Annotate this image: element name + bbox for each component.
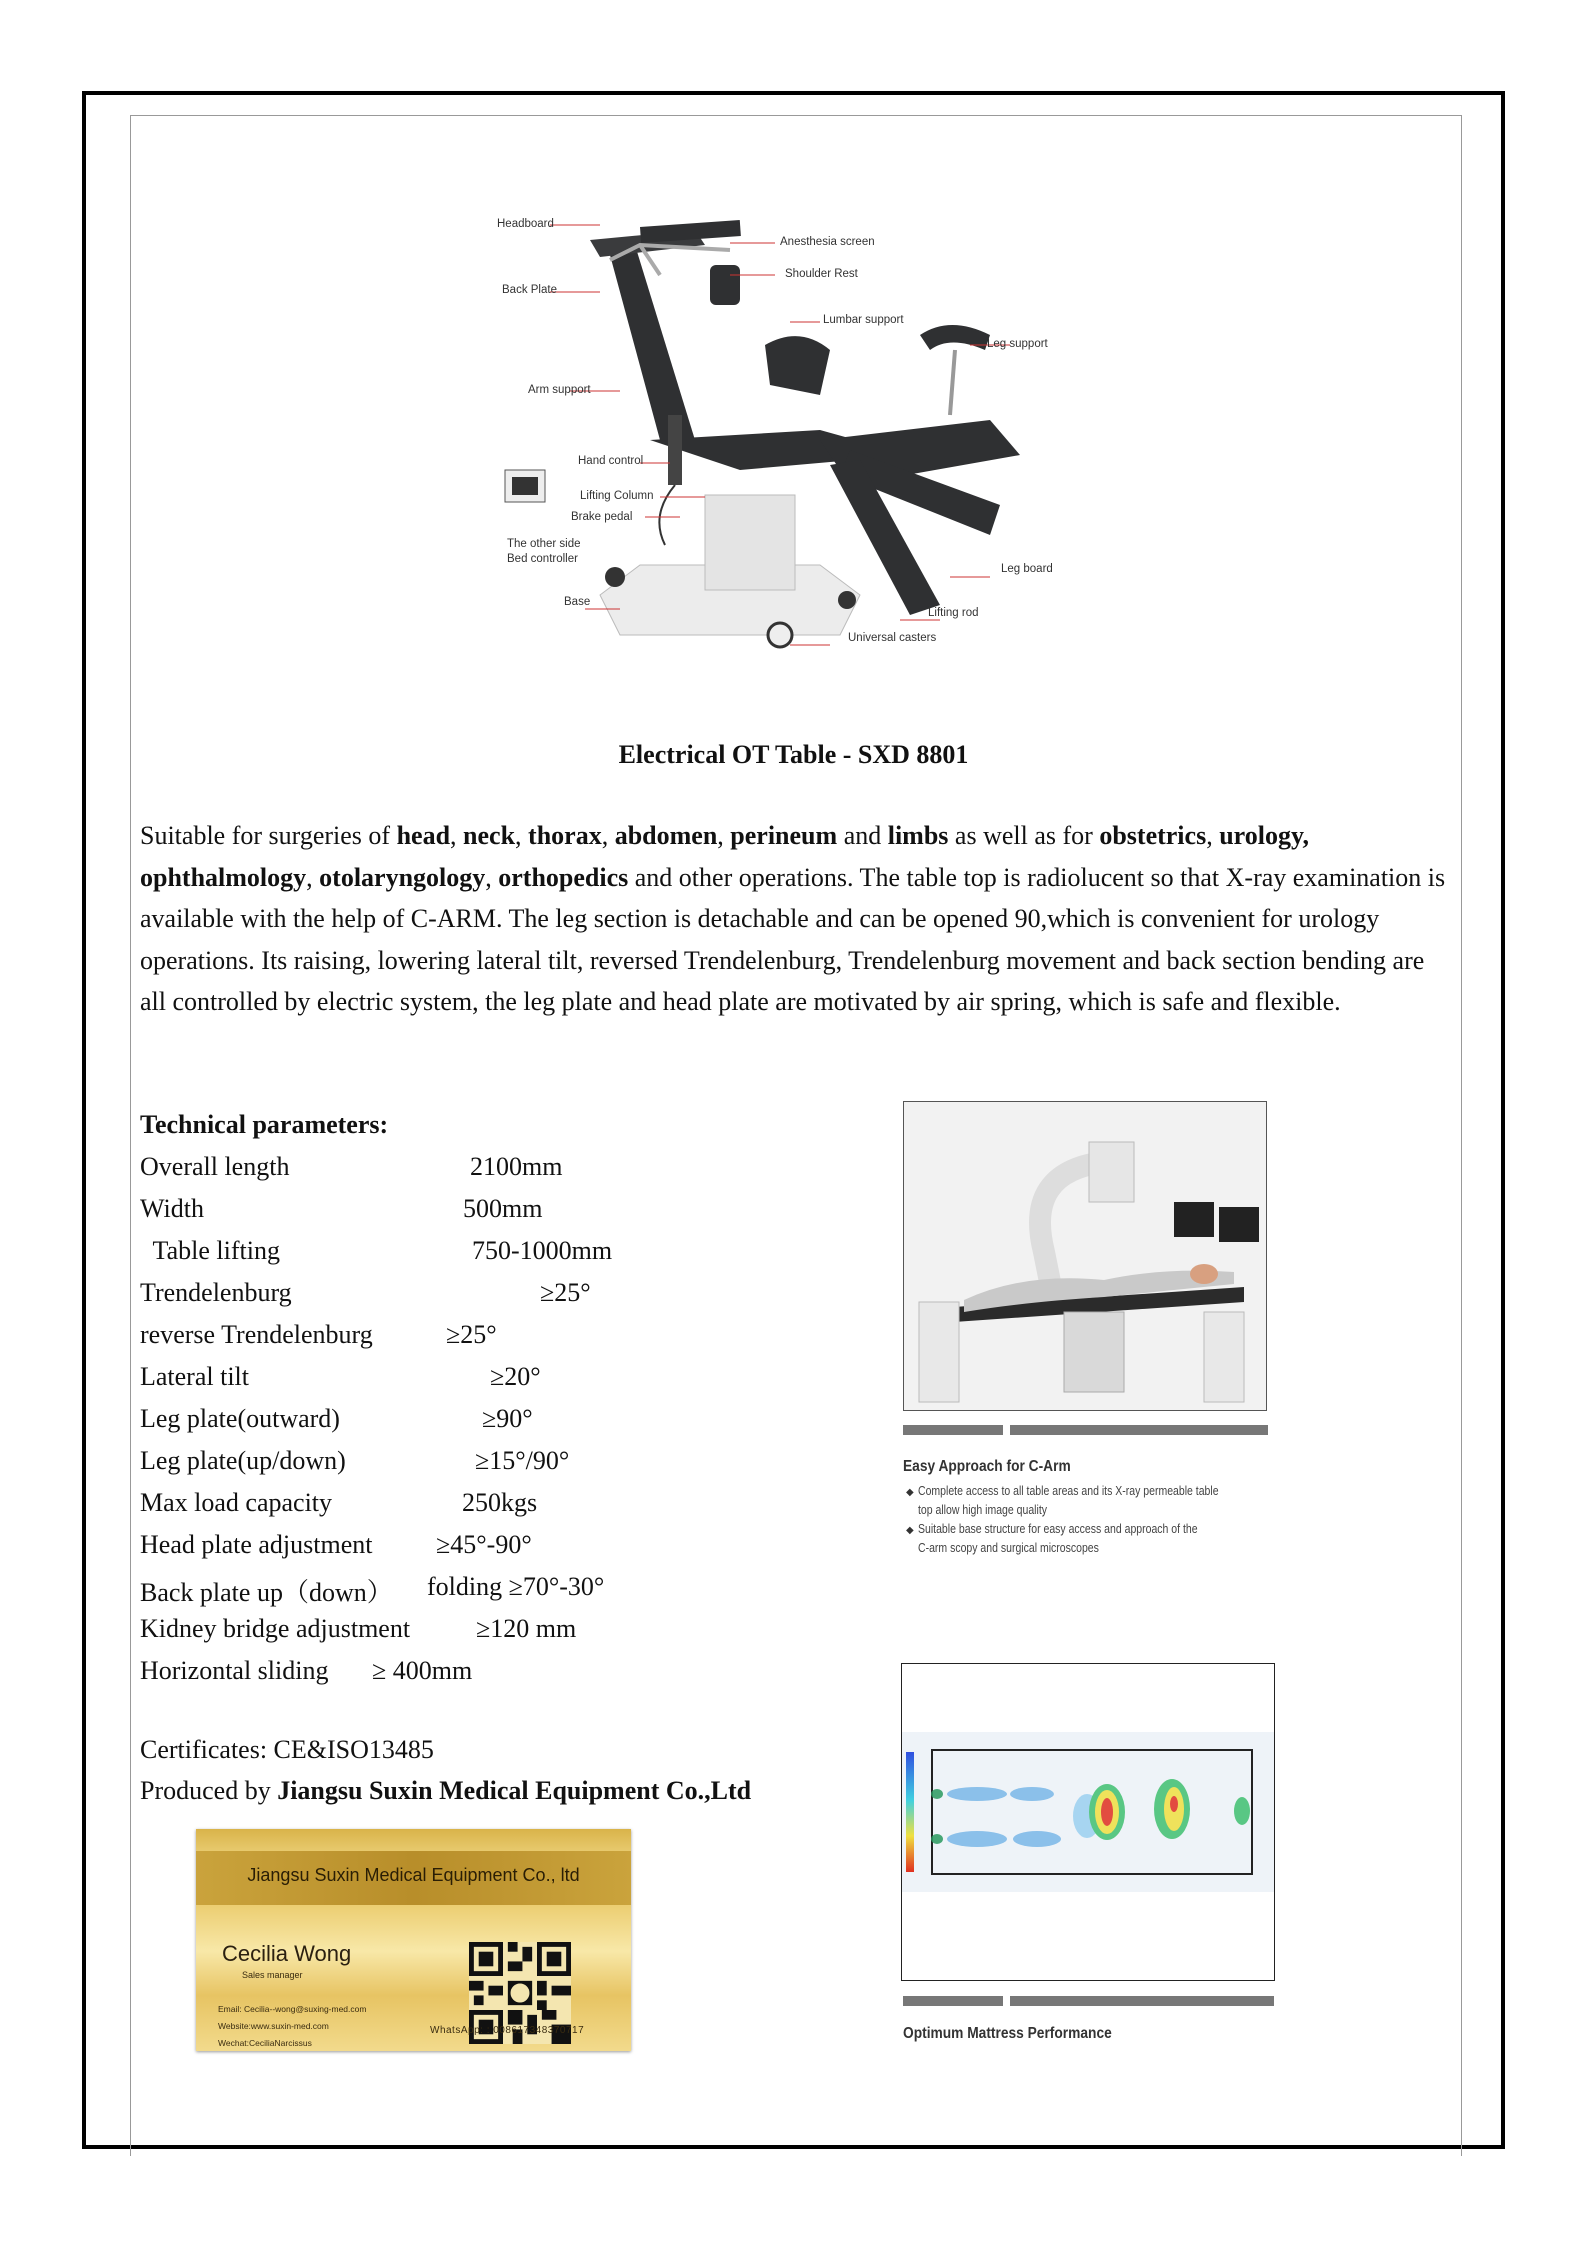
param-row bbox=[140, 1530, 532, 1570]
pressure-heatmap bbox=[902, 1664, 1275, 1981]
product-description: Suitable for surgeries of head, neck, thorax, abdomen, perineum and limbs as well as for obstetrics, urology, ophthalmology, otolaryngology, orthopedics and other operations. The table top is radiolucent so that X-ray examination is available with the help of C-ARM. The leg section is detachable and can be opened 90,which is convenient for urology operations. Its raising, lowering lateral tilt, reversed Trendelenburg, Trendelenburg movement and back section bending are all controlled by electric system, the leg plate and head plate are motivated by air spring, which is safe and flexible. bbox=[140, 821, 1446, 1016]
card-company: Jiangsu Suxin Medical Equipment Co., ltd bbox=[247, 1865, 580, 1885]
param-label: Back plate up（down） bbox=[140, 1578, 393, 1607]
param-row bbox=[140, 1656, 473, 1696]
technical-heading: Technical parameters: bbox=[140, 1110, 389, 1139]
param-row bbox=[140, 1152, 563, 1192]
caption-divider bbox=[903, 1425, 1003, 1435]
param-value: ≥90° bbox=[482, 1404, 533, 1433]
bullet-icon: ◆ bbox=[906, 1487, 914, 1498]
param-label: Table lifting bbox=[140, 1236, 280, 1265]
mattress-caption: Optimum Mattress Performance bbox=[903, 2025, 1112, 2042]
caption-divider bbox=[903, 1996, 1003, 2006]
param-value: ≥25° bbox=[540, 1278, 591, 1307]
param-value: 2100mm bbox=[470, 1152, 563, 1181]
label-universal-casters: Universal casters bbox=[848, 632, 937, 644]
param-label: Overall length bbox=[140, 1152, 290, 1181]
label-shoulder-rest: Shoulder Rest bbox=[785, 268, 858, 280]
param-value: 750-1000mm bbox=[472, 1236, 613, 1265]
label-bed-controller: Bed controller bbox=[507, 553, 578, 565]
bullet-icon: ◆ bbox=[906, 1525, 914, 1536]
caption-divider bbox=[1010, 1996, 1274, 2006]
param-row bbox=[140, 1236, 613, 1276]
param-row bbox=[140, 1362, 541, 1402]
label-anesthesia-screen: Anesthesia screen bbox=[780, 236, 875, 248]
param-label: Kidney bridge adjustment bbox=[140, 1614, 411, 1643]
param-label: Max load capacity bbox=[140, 1488, 333, 1517]
param-row bbox=[140, 1194, 543, 1234]
param-value: ≥20° bbox=[490, 1362, 541, 1391]
caption-divider bbox=[1010, 1425, 1268, 1435]
param-row bbox=[140, 1278, 591, 1318]
param-value: ≥15°/90° bbox=[475, 1446, 570, 1475]
param-label: Lateral tilt bbox=[140, 1362, 250, 1391]
param-value: ≥25° bbox=[446, 1320, 497, 1349]
param-label: Horizontal sliding bbox=[140, 1656, 329, 1685]
label-lifting-column: Lifting Column bbox=[580, 490, 654, 502]
param-value: ≥ 400mm bbox=[372, 1656, 473, 1685]
label-lifting-rod: Lifting rod bbox=[928, 607, 979, 619]
card-whatsapp: WhatsApp: : 008617348370717 bbox=[430, 2025, 585, 2036]
param-value: 250kgs bbox=[462, 1488, 538, 1517]
param-row bbox=[140, 1320, 497, 1360]
param-label: reverse Trendelenburg bbox=[140, 1320, 373, 1349]
card-role: Sales manager bbox=[242, 1970, 303, 1980]
param-row bbox=[140, 1404, 533, 1444]
carm-bullet-1: Complete access to all table areas and its X-ray permeable table top allow high image quality bbox=[918, 1484, 1219, 1517]
param-label: Head plate adjustment bbox=[140, 1530, 373, 1559]
product-title: Electrical OT Table - SXD 8801 bbox=[618, 740, 969, 769]
card-wechat: Wechat:CeciliaNarcissus bbox=[218, 2038, 312, 2048]
card-name: Cecilia Wong bbox=[222, 1941, 352, 1966]
label-headboard: Headboard bbox=[497, 218, 554, 230]
label-arm-support: Arm support bbox=[528, 384, 591, 396]
certificates: Certificates: CE&ISO13485 bbox=[140, 1735, 434, 1764]
label-leg-board: Leg board bbox=[1001, 563, 1053, 575]
carm-bullet-2: Suitable base structure for easy access and approach of the C-arm scopy and surgical microscopes bbox=[918, 1522, 1198, 1555]
c-arm-photo bbox=[903, 1101, 1267, 1411]
param-value: ≥45°-90° bbox=[436, 1530, 532, 1559]
label-leg-support: Leg support bbox=[987, 338, 1048, 350]
param-value: 500mm bbox=[463, 1194, 543, 1223]
param-row bbox=[140, 1572, 605, 1612]
param-row bbox=[140, 1614, 577, 1654]
label-base: Base bbox=[564, 596, 591, 608]
business-card bbox=[196, 1829, 631, 2051]
carm-heading: Easy Approach for C-Arm bbox=[903, 1458, 1071, 1475]
param-row bbox=[140, 1488, 538, 1528]
param-value: ≥120 mm bbox=[476, 1614, 577, 1643]
param-label: Width bbox=[140, 1194, 204, 1223]
card-website: Website:www.suxin-med.com bbox=[218, 2021, 329, 2031]
label-brake-pedal: Brake pedal bbox=[571, 511, 633, 523]
card-email: Email: Cecilia--wong@suxing-med.com bbox=[218, 2004, 367, 2014]
label-other-side: The other side bbox=[507, 538, 581, 550]
c-arm-illustration bbox=[904, 1102, 1267, 1411]
param-value: folding ≥70°-30° bbox=[427, 1572, 605, 1601]
param-label: Leg plate(up/down) bbox=[140, 1446, 346, 1475]
param-label: Leg plate(outward) bbox=[140, 1404, 340, 1433]
label-back-plate: Back Plate bbox=[502, 284, 557, 296]
param-row bbox=[140, 1446, 570, 1486]
param-label: Trendelenburg bbox=[140, 1278, 292, 1307]
label-hand-control: Hand control bbox=[578, 455, 644, 467]
mattress-pressure-map bbox=[901, 1663, 1275, 1981]
company-name: Jiangsu Suxin Medical Equipment Co.,Ltd bbox=[277, 1776, 752, 1805]
produced-by: Produced by Jiangsu Suxin Medical Equipment Co.,Ltd bbox=[140, 1776, 752, 1805]
label-lumbar-support: Lumbar support bbox=[823, 314, 904, 326]
